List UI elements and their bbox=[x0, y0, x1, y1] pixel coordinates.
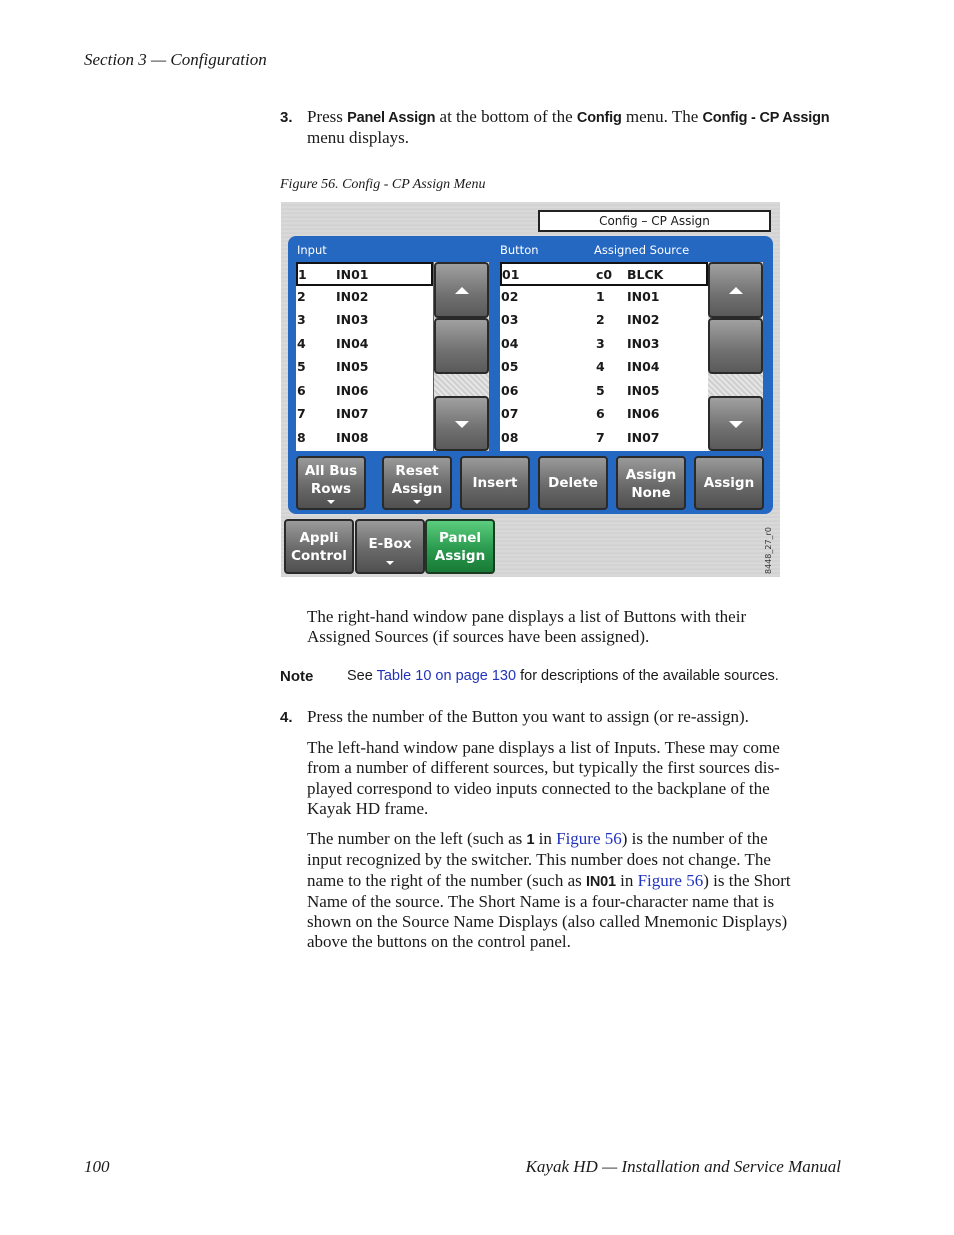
tab-label: Appli bbox=[299, 530, 339, 546]
table-10-link[interactable]: Table 10 on page 130 bbox=[376, 668, 517, 684]
paragraph-right-pane bbox=[307, 607, 842, 648]
text: Press bbox=[307, 107, 348, 126]
text: Kayak HD frame. bbox=[307, 798, 429, 818]
assign-none-button[interactable] bbox=[616, 456, 686, 510]
button-row[interactable]: 01 c0 BLCK bbox=[500, 262, 708, 286]
insert-button[interactable]: Insert bbox=[460, 456, 530, 510]
delete-button[interactable]: Delete bbox=[538, 456, 608, 510]
step-number: 4. bbox=[280, 709, 293, 726]
button-label: None bbox=[631, 485, 671, 501]
input-list[interactable]: 1 IN01 2 IN02 3 IN03 4 IN04 5 IN05 6 IN06 7 IN07 8 IN08 bbox=[296, 262, 433, 451]
cp-assign-screenshot bbox=[281, 202, 780, 577]
text: The left-hand window pane displays a list of Inputs. These may come bbox=[307, 738, 780, 757]
button-label: Assign bbox=[391, 481, 443, 497]
button-scroll-thumb[interactable] bbox=[708, 318, 763, 374]
figure-code: 8448_27_r0 bbox=[764, 527, 773, 574]
figure-56-link[interactable]: Figure 56 bbox=[637, 870, 704, 890]
text: input recognized by the switcher. This number does not change. The bbox=[307, 850, 771, 870]
text: name to the right of the number (such as bbox=[307, 870, 587, 890]
input-scroll-down-button[interactable] bbox=[434, 396, 489, 451]
step-number: 3. bbox=[280, 109, 293, 126]
tab-label: Assign bbox=[434, 548, 486, 564]
page-number: 100 bbox=[84, 1157, 110, 1176]
keyword-config: Config bbox=[576, 110, 622, 126]
figure-56-link[interactable]: Figure 56 bbox=[556, 829, 622, 848]
note-text bbox=[347, 668, 779, 684]
text: The number on the left (such as bbox=[307, 829, 527, 848]
appli-control-tab[interactable] bbox=[284, 519, 354, 574]
text: at the bottom of the bbox=[435, 107, 577, 126]
button-label: Rows bbox=[310, 481, 352, 497]
tab-label: E-Box bbox=[368, 536, 412, 552]
reset-assign-button[interactable] bbox=[382, 456, 452, 510]
text: Name of the source. The Short Name is a four-character name that is bbox=[307, 891, 775, 911]
dropdown-arrow-icon bbox=[386, 561, 394, 565]
paragraph-input-number bbox=[307, 829, 842, 953]
dropdown-arrow-icon bbox=[413, 500, 421, 504]
arrow-up-icon bbox=[729, 287, 743, 294]
button-list[interactable]: 01 c0 BLCK 02 1 IN01 03 2 IN02 04 3 IN03 05 4 IN04 06 5 IN05 07 6 IN06 08 7 IN07 bbox=[500, 262, 708, 451]
input-column-header: Input bbox=[297, 243, 327, 257]
text: menu. The bbox=[621, 107, 703, 126]
manual-title: Kayak HD — Installation and Service Manual bbox=[525, 1157, 841, 1176]
text: ) is the number of the bbox=[621, 829, 768, 848]
e-box-tab[interactable] bbox=[355, 519, 425, 574]
text: from a number of different sources, but typically the first sources dis- bbox=[307, 758, 780, 778]
all-bus-rows-button[interactable] bbox=[296, 456, 366, 510]
button-scroll-up-button[interactable] bbox=[708, 262, 763, 318]
text: above the buttons on the control panel. bbox=[307, 932, 571, 952]
input-scroll-thumb[interactable] bbox=[434, 318, 489, 374]
paragraph-left-pane bbox=[307, 738, 842, 819]
text: in bbox=[534, 829, 557, 848]
button-column-header: Button bbox=[500, 243, 539, 257]
button-scroll-down-button[interactable] bbox=[708, 396, 763, 451]
arrow-down-icon bbox=[729, 421, 743, 428]
text: menu displays. bbox=[307, 128, 409, 148]
input-row[interactable]: 1 IN01 bbox=[296, 262, 433, 286]
text: shown on the Source Name Displays (also called Mnemonic Displays) bbox=[307, 912, 788, 932]
assigned-source-column-header: Assigned Source bbox=[594, 243, 690, 257]
input-scroll-up-button[interactable] bbox=[434, 262, 489, 318]
step-3-text bbox=[307, 107, 842, 149]
panel-assign-tab[interactable] bbox=[425, 519, 495, 574]
note-label: Note bbox=[280, 668, 314, 685]
step-4-text: Press the number of the Button you want to assign (or re-assign). bbox=[307, 707, 749, 726]
arrow-up-icon bbox=[455, 287, 469, 294]
dropdown-arrow-icon bbox=[327, 500, 335, 504]
keyword-1: 1 bbox=[526, 832, 535, 848]
figure-caption: Figure 56. Config - CP Assign Menu bbox=[280, 177, 486, 192]
button-label: Assign bbox=[625, 467, 677, 483]
tab-label: Panel bbox=[438, 530, 482, 546]
text: for descriptions of the available sources. bbox=[516, 668, 779, 684]
text: ) is the Short bbox=[703, 870, 791, 890]
keyword-panel-assign: Panel Assign bbox=[347, 110, 436, 126]
text: The right-hand window pane displays a list of Buttons with their bbox=[307, 607, 747, 626]
keyword-config-cp-assign: Config - CP Assign bbox=[702, 110, 830, 126]
tab-label: Control bbox=[291, 548, 347, 564]
assign-button[interactable]: Assign bbox=[694, 456, 764, 510]
keyword-in01: IN01 bbox=[586, 873, 616, 890]
running-header: Section 3 — Configuration bbox=[84, 50, 267, 69]
button-label: All Bus bbox=[304, 463, 358, 479]
text: See bbox=[347, 668, 377, 684]
step-3 bbox=[280, 107, 293, 128]
text: played correspond to video inputs connected to the backplane of the bbox=[307, 778, 770, 798]
arrow-down-icon bbox=[455, 421, 469, 428]
text: Assigned Sources (if sources have been assigned). bbox=[307, 627, 650, 647]
button-label: Reset bbox=[395, 463, 439, 479]
text: in bbox=[615, 870, 638, 890]
menu-title: Config – CP Assign bbox=[538, 210, 771, 232]
step-4 bbox=[280, 707, 293, 728]
